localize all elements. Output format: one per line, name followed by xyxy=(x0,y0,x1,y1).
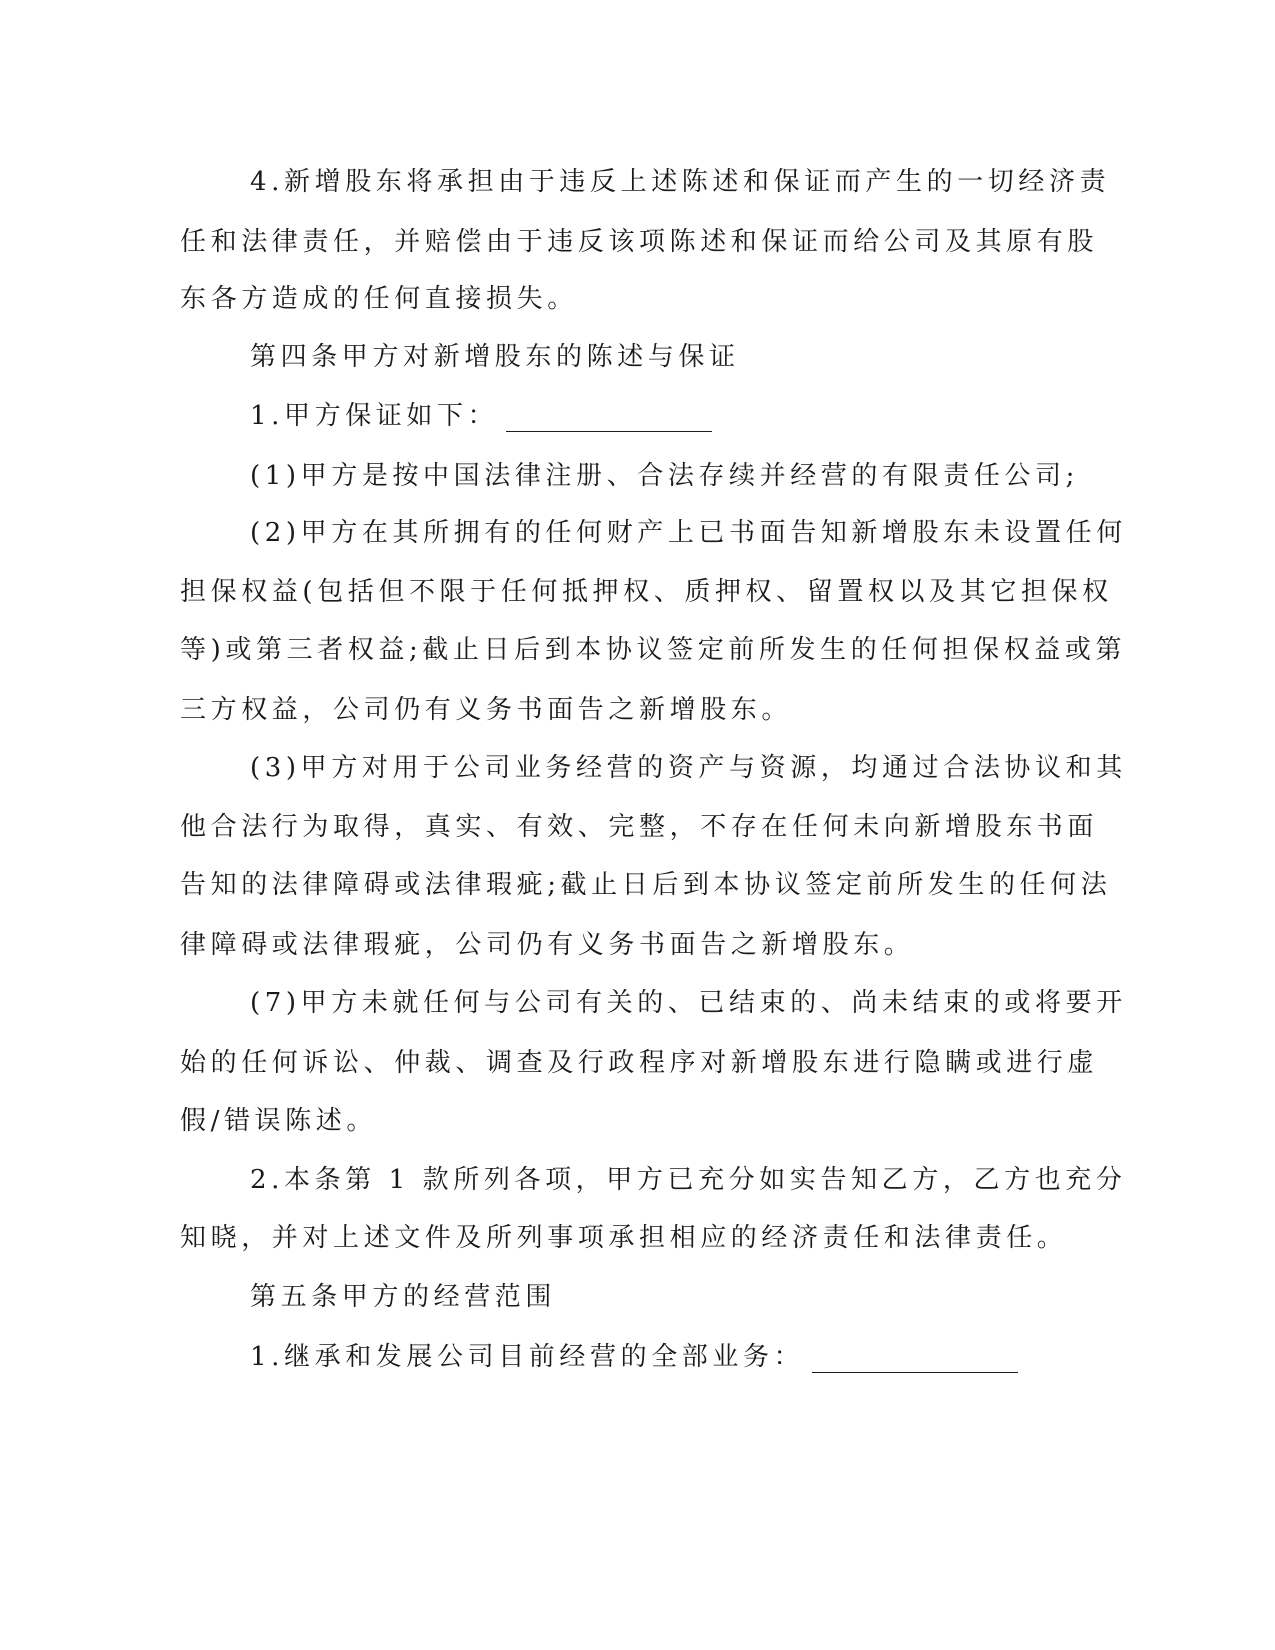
article-4-subitem-2-line-4: 三方权益，公司仍有义务书面告之新增股东。 xyxy=(180,695,793,725)
article-4-item-1-line xyxy=(250,400,712,432)
article-4-subitem-7-line-1: (7)甲方未就任何与公司有关的、已结束的、尚未结束的或将要开 xyxy=(250,988,1127,1018)
article-5-item-1-line xyxy=(250,1341,1018,1373)
article-4-heading: 第四条甲方对新增股东的陈述与保证 xyxy=(250,342,740,372)
article-4-item-2-line-2: 知晓，并对上述文件及所列事项承担相应的经济责任和法律责任。 xyxy=(180,1223,1068,1253)
article-4-subitem-7-line-3: 假/错误陈述。 xyxy=(180,1106,377,1136)
article-4-subitem-3-line-1: (3)甲方对用于公司业务经营的资产与资源，均通过合法协议和其 xyxy=(250,753,1127,783)
clause-3-item-4-line-3: 东各方造成的任何直接损失。 xyxy=(180,284,578,314)
article-4-subitem-3-line-2: 他合法行为取得，真实、有效、完整，不存在任何未向新增股东书面 xyxy=(180,812,1099,842)
clause-3-item-4-line-1: 4.新增股东将承担由于违反上述陈述和保证而产生的一切经济责 xyxy=(250,167,1111,197)
article-4-subitem-3-line-3: 告知的法律障碍或法律瑕疵;截止日后到本协议签定前所发生的任何法 xyxy=(180,870,1112,900)
article-4-subitem-2-line-2: 担保权益(包括但不限于任何抵押权、质押权、留置权以及其它担保权 xyxy=(180,577,1113,607)
clause-3-item-4-line-2: 任和法律责任，并赔偿由于违反该项陈述和保证而给公司及其原有股 xyxy=(180,227,1099,257)
fill-in-blank-line xyxy=(812,1348,1018,1373)
article-5-heading: 第五条甲方的经营范围 xyxy=(250,1282,557,1312)
article-4-subitem-2-line-3: 等)或第三者权益;截止日后到本协议签定前所发生的任何担保权益或第 xyxy=(180,635,1127,665)
article-4-subitem-3-line-4: 律障碍或法律瑕疵，公司仍有义务书面告之新增股东。 xyxy=(180,930,915,960)
article-4-subitem-1: (1)甲方是按中国法律注册、合法存续并经营的有限责任公司; xyxy=(250,461,1079,491)
article-4-subitem-7-line-2: 始的任何诉讼、仲裁、调查及行政程序对新增股东进行隐瞒或进行虚 xyxy=(180,1048,1099,1078)
fill-in-blank-line xyxy=(506,407,712,432)
article-4-item-1-label: 1.甲方保证如下： xyxy=(250,401,499,431)
article-4-item-2-line-1: 2.本条第 1 款所列各项，甲方已充分如实告知乙方，乙方也充分 xyxy=(250,1165,1127,1195)
article-5-item-1-label: 1.继承和发展公司目前经营的全部业务： xyxy=(250,1342,805,1372)
article-4-subitem-2-line-1: (2)甲方在其所拥有的任何财产上已书面告知新增股东未设置任何 xyxy=(250,518,1127,548)
